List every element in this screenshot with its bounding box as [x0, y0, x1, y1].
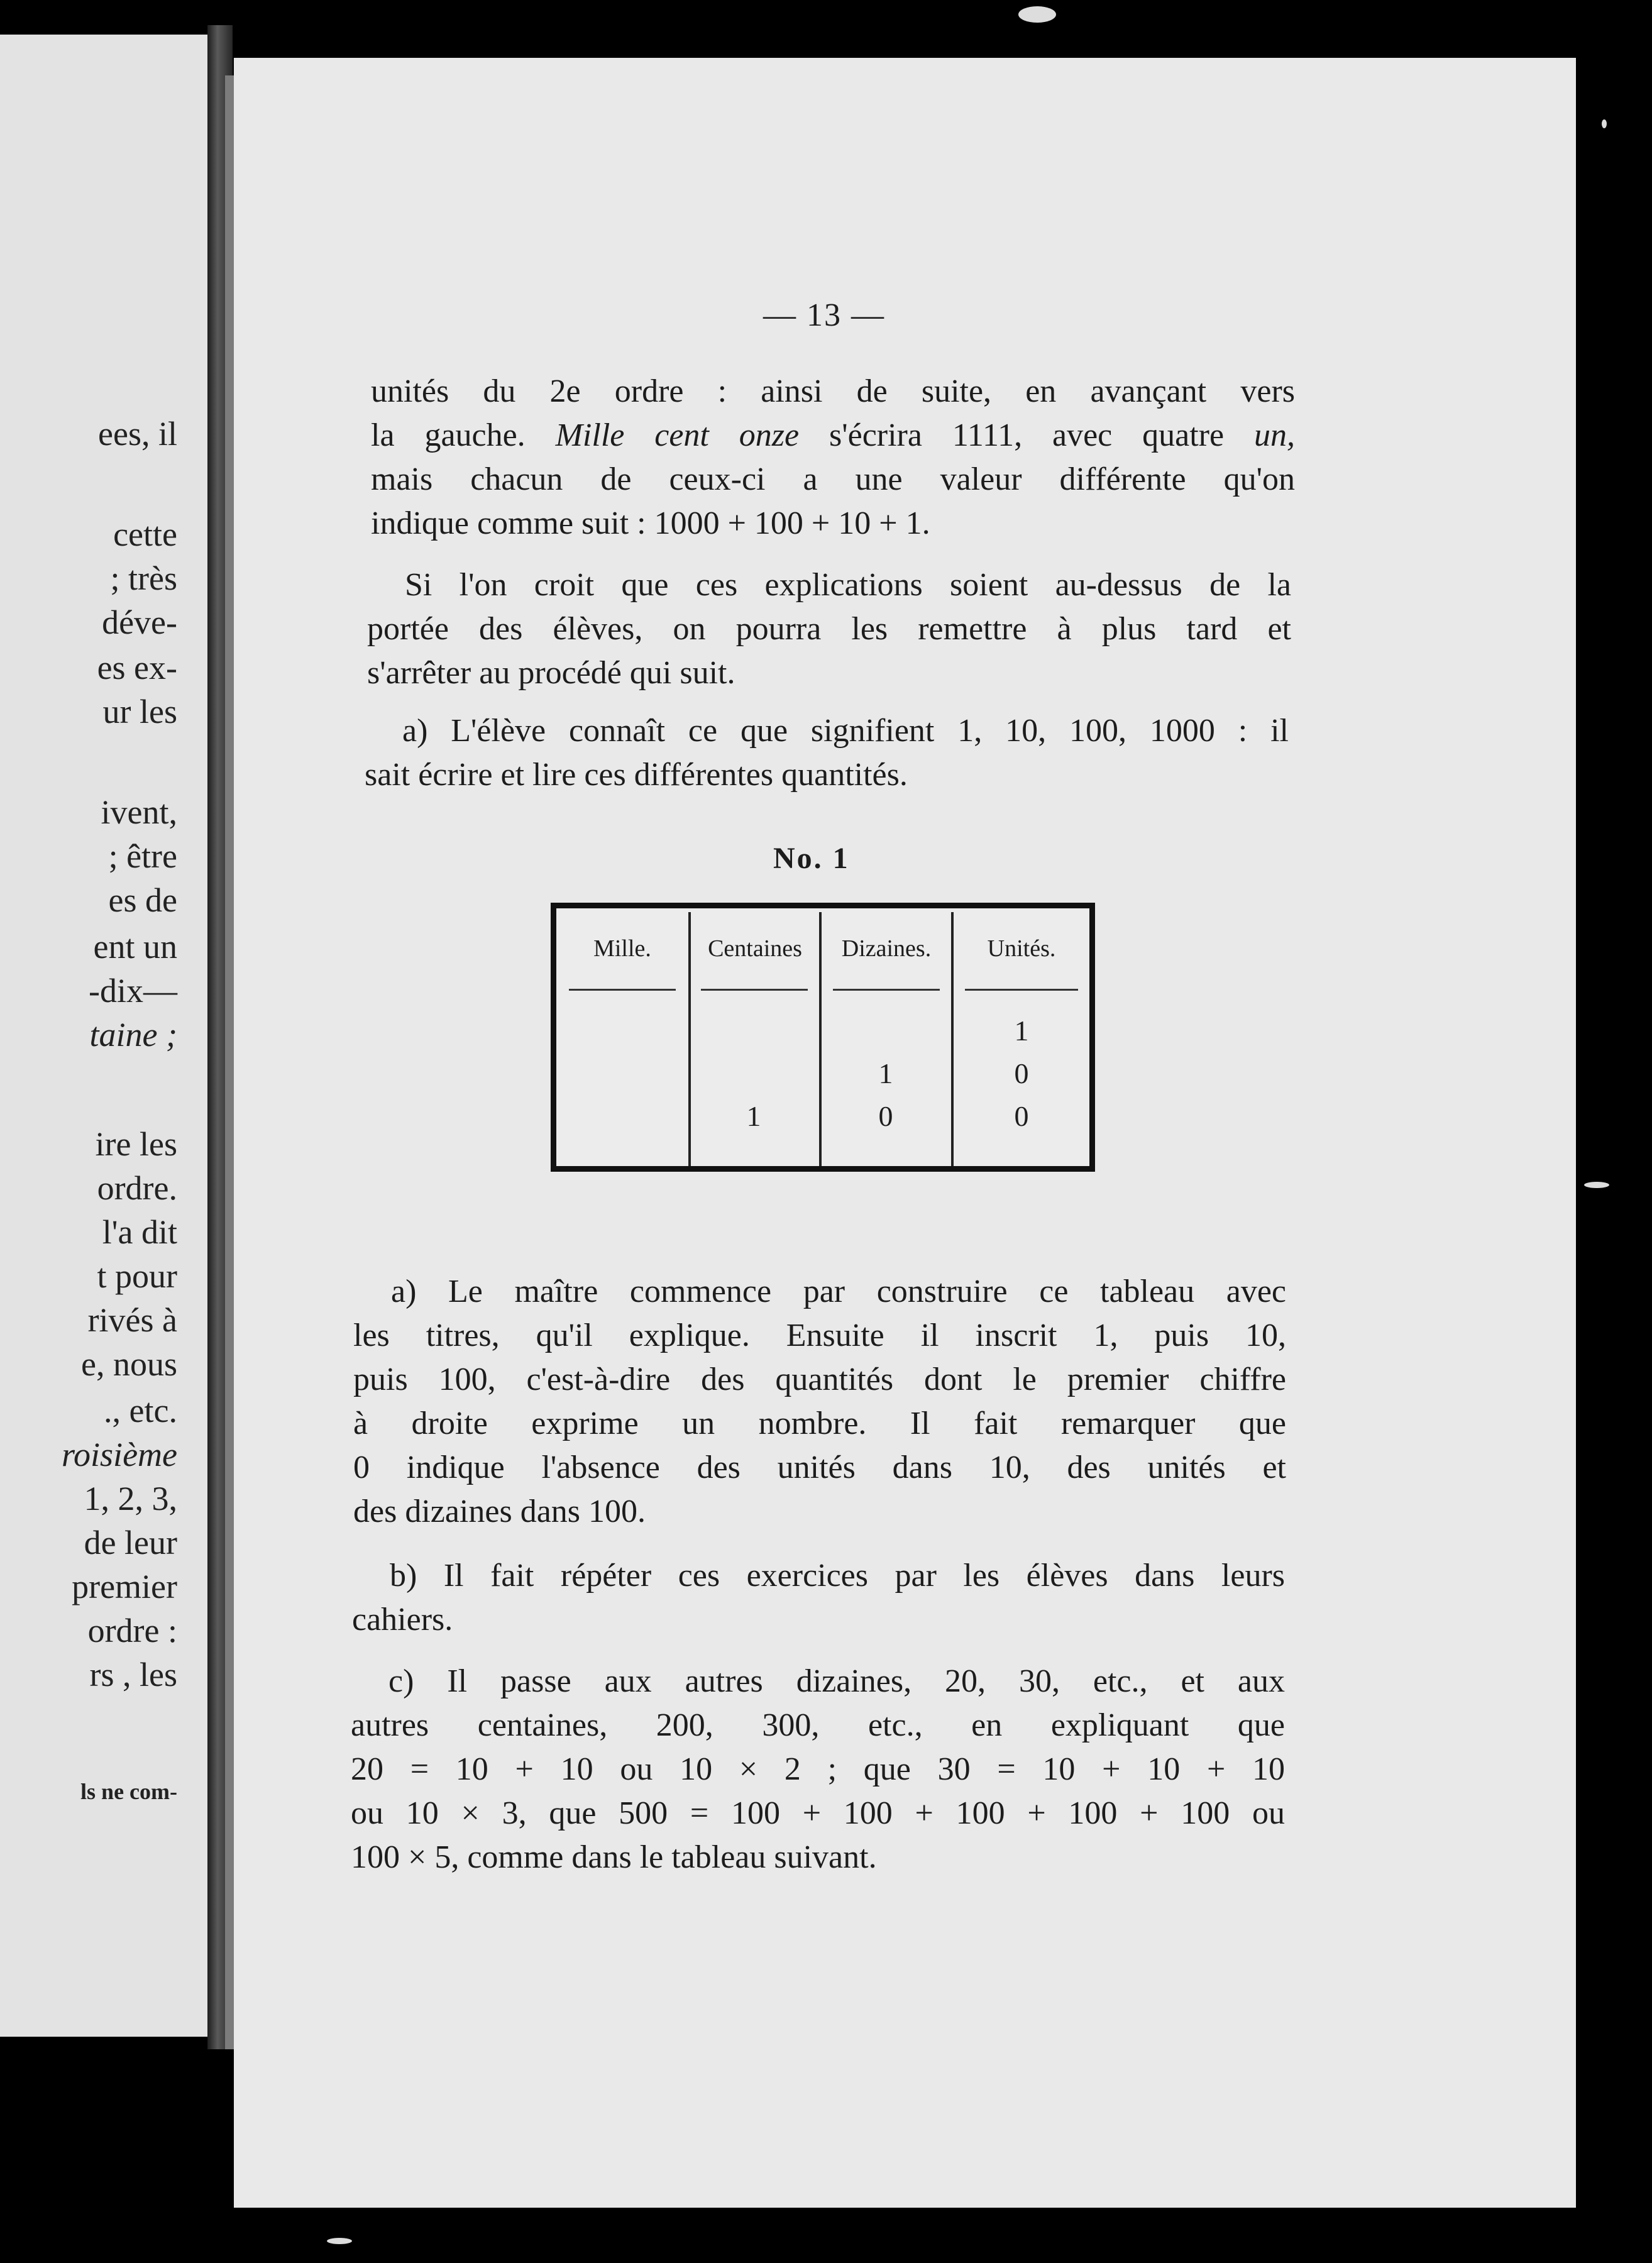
text-line: sait écrire et lire ces différentes quantités. — [365, 757, 908, 793]
left-page-line: de leur — [84, 1524, 177, 1561]
paragraph-6 — [351, 1660, 1285, 1880]
column-header-centaines: Centaines — [708, 935, 802, 962]
italic-run: Mille cent onze — [555, 417, 800, 453]
left-page-line: premier — [72, 1568, 177, 1605]
left-page-line: t pour — [97, 1257, 177, 1295]
text-line: ou 10 × 3, que 500 = 100 + 100 + 100 + 100 + 100 ou — [351, 1795, 1285, 1831]
paragraph-3 — [365, 709, 1289, 797]
header-rule — [965, 989, 1078, 991]
text-line: 100 × 5, comme dans le tableau suivant. — [351, 1839, 877, 1875]
left-page-line: déve- — [102, 603, 177, 641]
paragraph-4 — [353, 1270, 1286, 1534]
left-page-line: 1, 2, 3, — [84, 1480, 177, 1517]
left-page-line: ur les — [102, 693, 177, 730]
paragraph-1 — [371, 370, 1295, 546]
text-line: a) Le maître commence par construire ce tableau avec — [391, 1274, 1286, 1309]
text-line: mais chacun de ceux-ci a une valeur différente qu'on — [371, 461, 1295, 497]
text-line: puis 100, c'est-à-dire des quantités dont le premier chiffre — [353, 1362, 1286, 1397]
table-cell: 0 — [878, 1100, 893, 1132]
scan-speck — [327, 2238, 352, 2244]
left-page-line: ire les — [95, 1125, 177, 1163]
left-page-line: ees, il — [98, 415, 177, 453]
text-line: Si l'on croit que ces explications soient au-dessus de la — [405, 567, 1291, 603]
header-rule — [701, 989, 808, 991]
text-line: a) L'élève connaît ce que signifient 1, 10, 100, 1000 : il — [402, 713, 1289, 749]
header-rule — [569, 989, 676, 991]
left-page-line: cette — [113, 515, 177, 553]
text-line: autres centaines, 200, 300, etc., en expliquant que — [351, 1707, 1285, 1743]
left-page-line: ; être — [108, 837, 177, 875]
table-cell: 1 — [746, 1100, 761, 1132]
text-line: b) Il fait répéter ces exercices par les élèves dans leurs — [390, 1558, 1285, 1594]
scan-speck — [1584, 1182, 1609, 1188]
text-line: les titres, qu'il explique. Ensuite il inscrit 1, puis 10, — [353, 1318, 1286, 1353]
italic-run: un, — [1254, 417, 1295, 453]
column-header-mille: Mille. — [593, 935, 651, 962]
text-line: unités du 2e ordre : ainsi de suite, en avançant vers — [371, 373, 1295, 409]
table-cell: 0 — [1014, 1100, 1029, 1132]
column-header-dizaines: Dizaines. — [841, 935, 932, 962]
left-page-footnote: ls ne com- — [80, 1779, 177, 1804]
left-page-line: ordre. — [97, 1169, 177, 1207]
text-run: la gauche. — [371, 417, 556, 453]
header-rule — [833, 989, 940, 991]
text-line: 20 = 10 + 10 ou 10 × 2 ; que 30 = 10 + 10 + 10 — [351, 1751, 1285, 1787]
left-page-line: roisième — [62, 1436, 177, 1473]
text-line: s'arrêter au procédé qui suit. — [367, 655, 735, 691]
left-page-line: ., etc. — [104, 1392, 177, 1429]
left-page-line: e, nous — [81, 1345, 177, 1383]
paragraph-2 — [367, 563, 1291, 695]
main-page — [234, 58, 1576, 2208]
table-cell: 1 — [878, 1057, 893, 1089]
left-page-line: -dix— — [89, 972, 177, 1010]
paragraph-5 — [352, 1554, 1285, 1642]
left-facing-page — [0, 35, 207, 2037]
text-line: cahiers. — [352, 1602, 453, 1638]
page-number: — 13 — — [763, 297, 885, 333]
text-line: à droite exprime un nombre. Il fait remarquer que — [353, 1406, 1286, 1441]
left-page-line: ivent, — [101, 793, 177, 831]
text-line: des dizaines dans 100. — [353, 1494, 646, 1529]
text-line: portée des élèves, on pourra les remettre à plus tard et — [367, 611, 1291, 647]
text-line: 0 indique l'absence des unités dans 10, des unités et — [353, 1450, 1286, 1485]
table-title: No. 1 — [773, 842, 850, 875]
left-page-line: es de — [108, 881, 177, 919]
text-line: c) Il passe aux autres dizaines, 20, 30, etc., et aux — [388, 1663, 1285, 1699]
scan-speck — [1018, 6, 1056, 23]
left-page-line: rivés à — [87, 1301, 177, 1339]
text-line — [371, 414, 1295, 458]
column-header-unites: Unités. — [987, 935, 1056, 962]
text-line: indique comme suit : 1000 + 100 + 10 + 1. — [371, 505, 930, 541]
scan-speck — [1602, 119, 1607, 128]
left-page-line: rs , les — [89, 1656, 177, 1693]
table-cell: 1 — [1014, 1015, 1029, 1047]
left-page-line: ordre : — [87, 1612, 177, 1649]
left-page-line: l'a dit — [102, 1213, 177, 1251]
text-run: s'écrira 1111, avec quatre — [799, 417, 1254, 453]
left-page-line: es ex- — [97, 649, 177, 686]
place-value-table — [551, 903, 1095, 1172]
left-page-line: ; très — [110, 559, 177, 597]
left-page-line: ent un — [93, 928, 177, 966]
table-cell: 0 — [1014, 1057, 1029, 1089]
left-page-line: taine ; — [89, 1016, 177, 1054]
